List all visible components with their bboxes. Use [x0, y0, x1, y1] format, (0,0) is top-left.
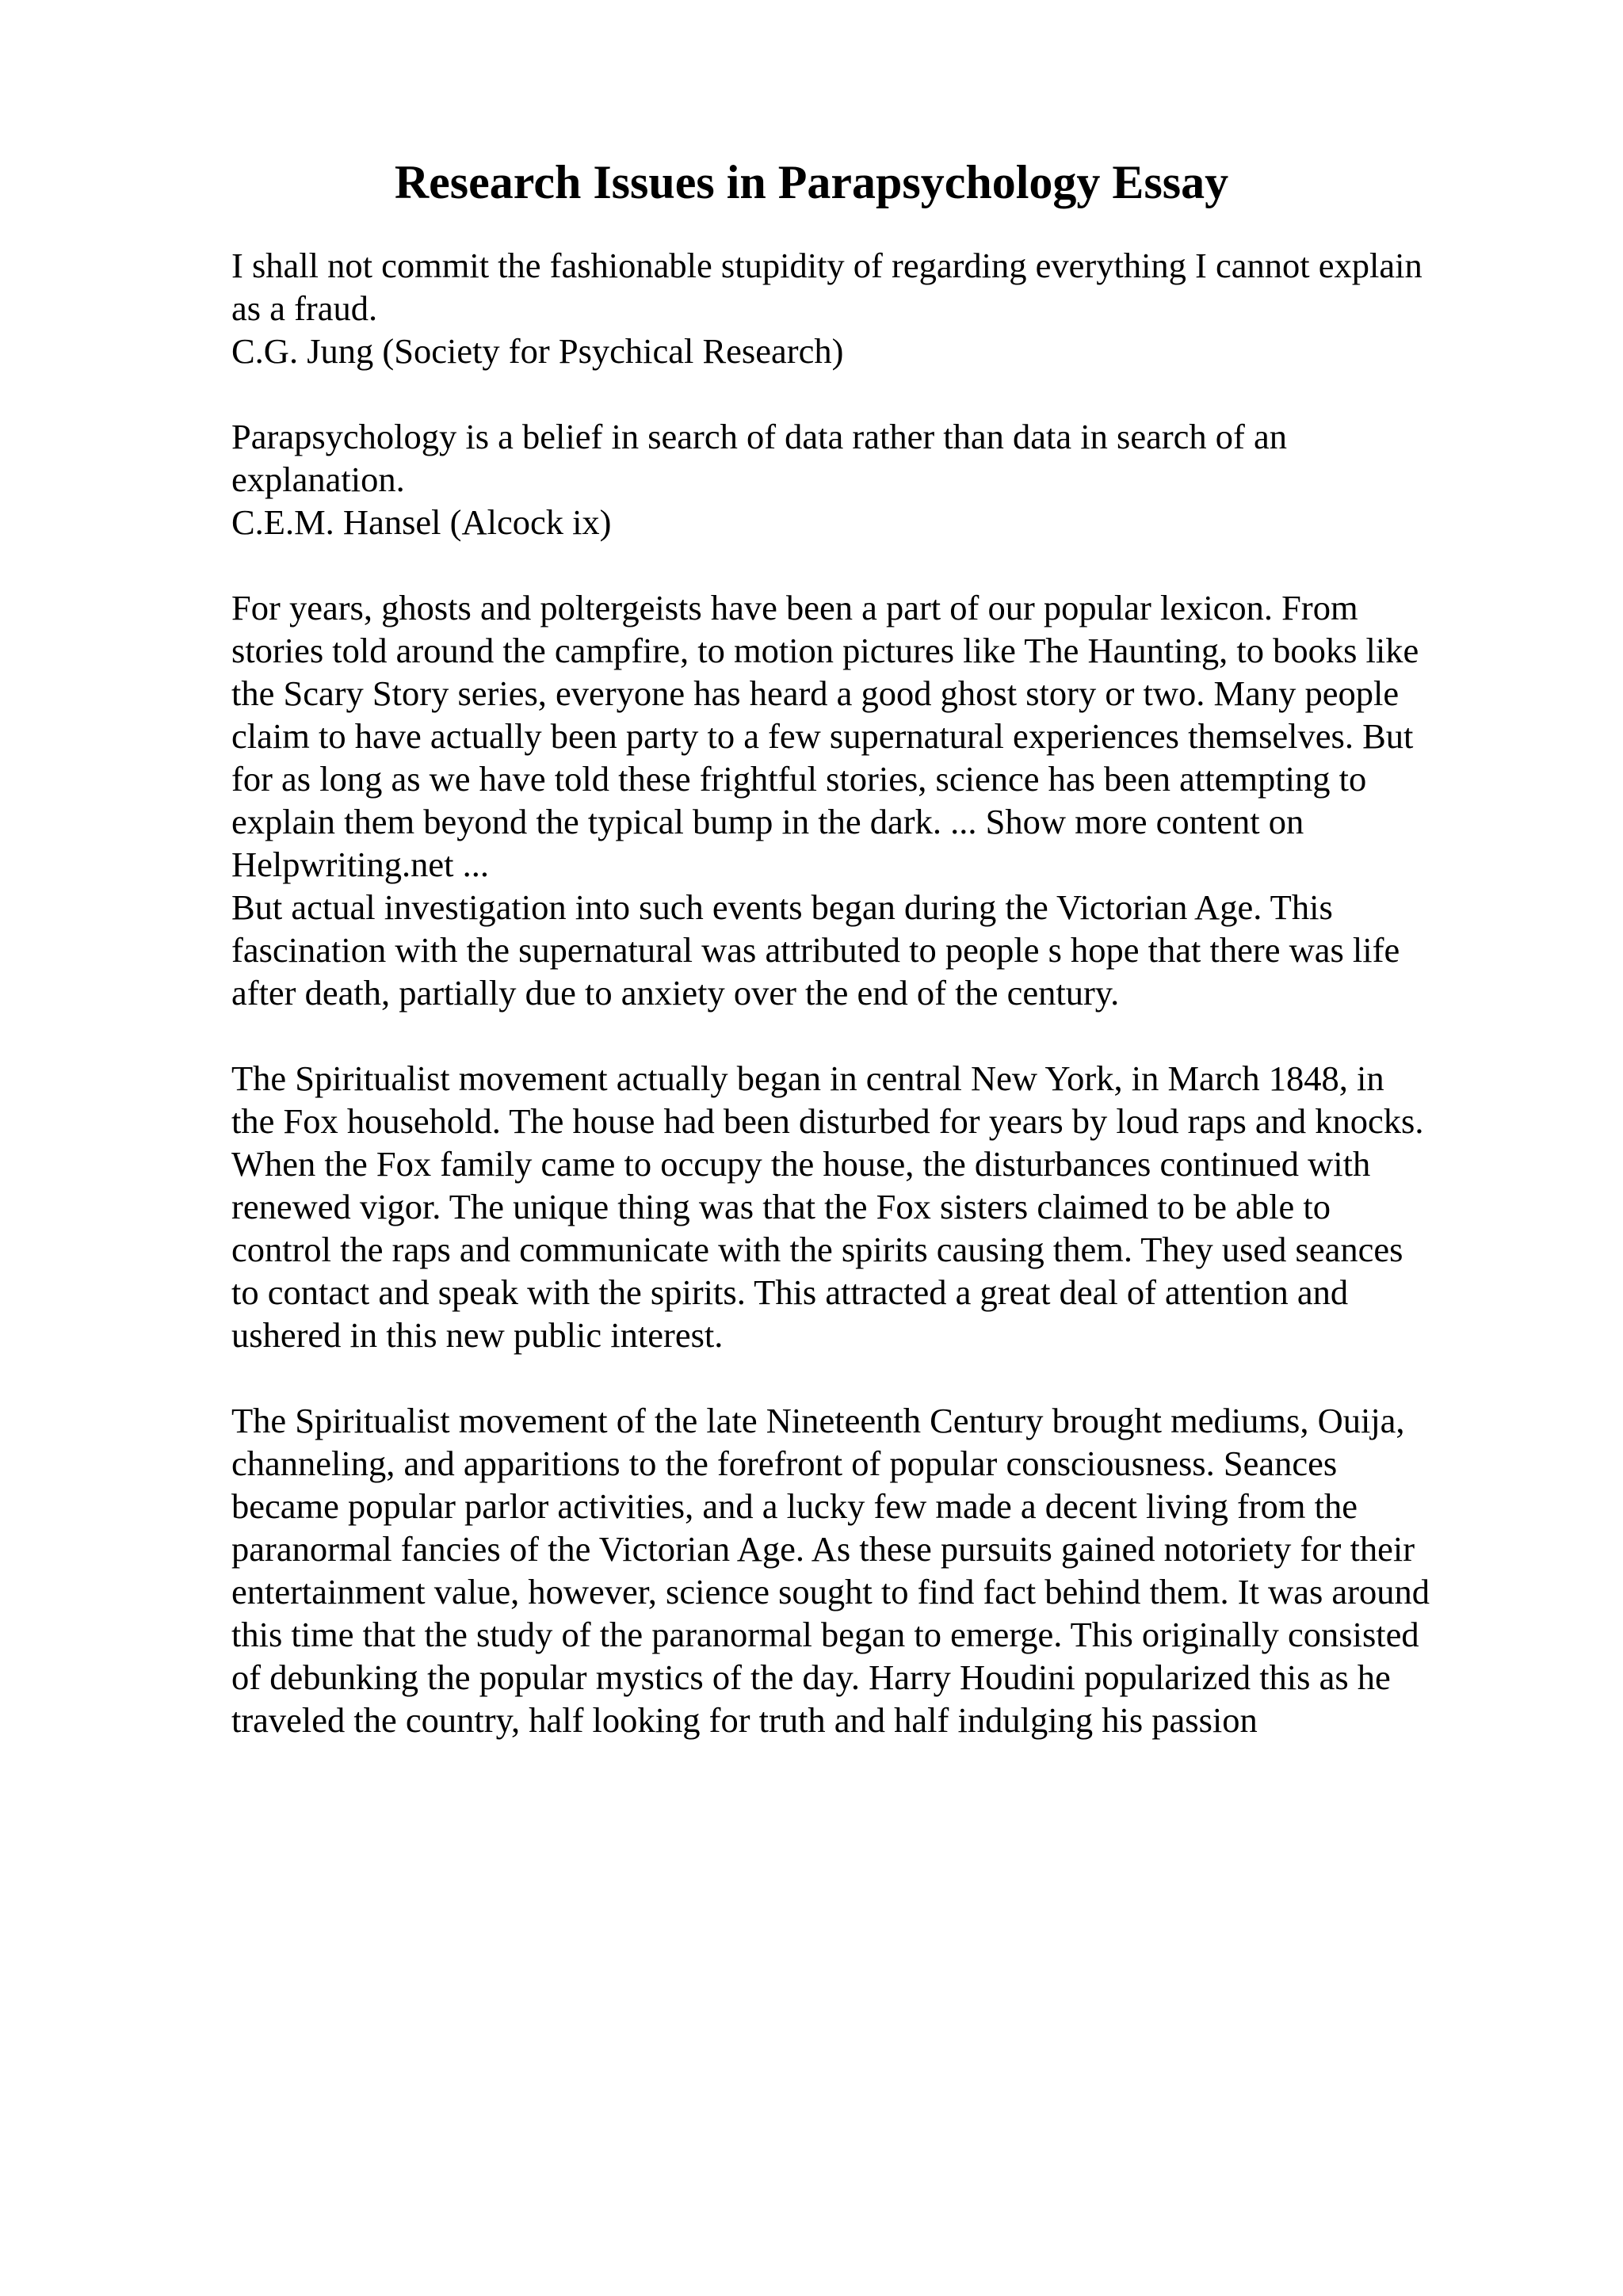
text-line: The Spiritualist movement of the late Nineteenth Century brought mediums, Ouija, [231, 1401, 1405, 1440]
text-line: the Scary Story series, everyone has heard a good ghost story or two. Many people [231, 673, 1400, 713]
quote-block-jung [231, 244, 1515, 372]
text-line: claim to have actually been party to a few supernatural experiences themselves. But [231, 716, 1414, 756]
text-line: For years, ghosts and poltergeists have been a part of our popular lexicon. From [231, 588, 1358, 627]
text-line: channeling, and apparitions to the forefront of popular consciousness. Seances [231, 1444, 1338, 1483]
text-line: after death, partially due to anxiety over the end of the century. [231, 973, 1120, 1013]
document-body [231, 244, 1515, 1741]
text-line: Helpwriting.net ... [231, 845, 490, 884]
text-line: to contact and speak with the spirits. This attracted a great deal of attention and [231, 1272, 1349, 1312]
text-line: I shall not commit the fashionable stupidity of regarding everything I cannot explain [231, 246, 1423, 285]
text-line: entertainment value, however, science sought to find fact behind them. It was around [231, 1572, 1430, 1611]
text-line: paranormal fancies of the Victorian Age. As these pursuits gained notoriety for their [231, 1529, 1415, 1569]
paragraph-gap [231, 372, 1515, 415]
text-line: the Fox household. The house had been disturbed for years by loud raps and knocks. [231, 1101, 1424, 1141]
text-line: renewed vigor. The unique thing was that the Fox sisters claimed to be able to [231, 1187, 1331, 1226]
text-line: for as long as we have told these frightful stories, science has been attempting to [231, 759, 1367, 799]
text-line: But actual investigation into such events began during the Victorian Age. This [231, 887, 1333, 927]
text-line: this time that the study of the paranormal began to emerge. This originally consisted [231, 1615, 1419, 1654]
quote-block-hansel [231, 415, 1515, 543]
paragraph-spiritualist-movement [231, 1399, 1515, 1741]
text-line: The Spiritualist movement actually began in central New York, in March 1848, in [231, 1058, 1384, 1098]
text-line: fascination with the supernatural was attributed to people s hope that there was life [231, 930, 1400, 970]
text-line: traveled the country, half looking for truth and half indulging his passion [231, 1700, 1258, 1740]
text-line: control the raps and communicate with the spirits causing them. They used seances [231, 1230, 1403, 1269]
quote-attribution: C.E.M. Hansel (Alcock ix) [231, 502, 612, 542]
text-line: explain them beyond the typical bump in the dark. ... Show more content on [231, 802, 1304, 841]
text-line: as a fraud. [231, 288, 378, 328]
text-line: ushered in this new public interest. [231, 1315, 724, 1355]
paragraph-gap [231, 1014, 1515, 1057]
paragraph-gap [231, 543, 1515, 586]
quote-attribution: C.G. Jung (Society for Psychical Research) [231, 331, 844, 371]
text-line: of debunking the popular mystics of the day. Harry Houdini popularized this as he [231, 1657, 1391, 1697]
text-line: became popular parlor activities, and a lucky few made a decent living from the [231, 1486, 1358, 1526]
paragraph-gap [231, 1356, 1515, 1399]
paragraph-fox-household [231, 1057, 1515, 1356]
text-line: Parapsychology is a belief in search of data rather than data in search of an [231, 417, 1287, 456]
text-line: stories told around the campfire, to motion pictures like The Haunting, to books like [231, 631, 1419, 670]
document-title: Research Issues in Parapsychology Essay [394, 156, 1229, 208]
text-line: When the Fox family came to occupy the house, the disturbances continued with [231, 1144, 1371, 1184]
paragraph-intro [231, 586, 1515, 1014]
text-line: explanation. [231, 460, 405, 499]
